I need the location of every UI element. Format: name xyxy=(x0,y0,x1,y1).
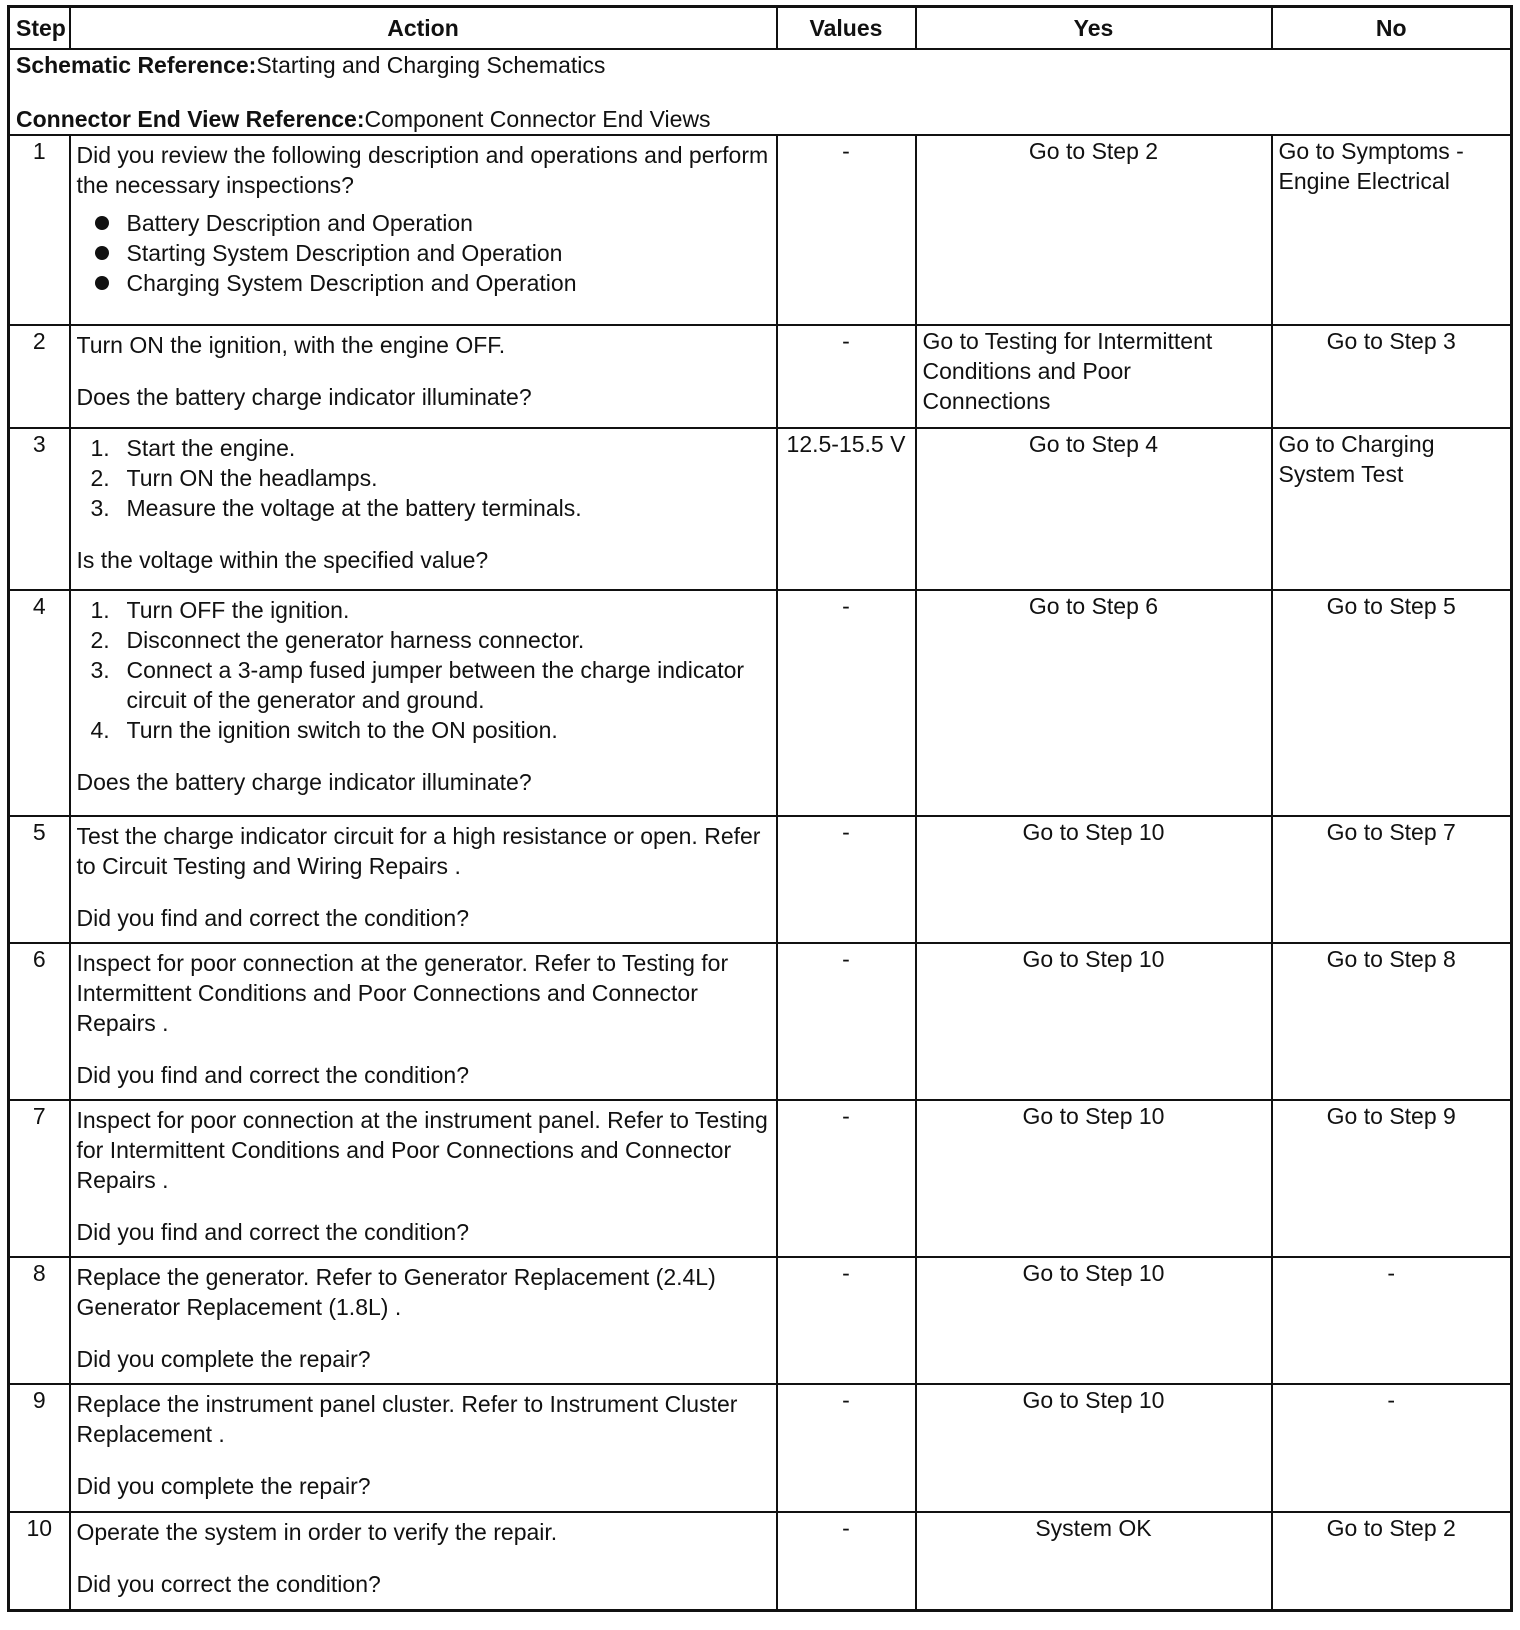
no-link[interactable]: Go to Step 5 xyxy=(1326,593,1456,619)
no-cell xyxy=(1272,943,1512,1100)
no-link[interactable]: Go to Symptoms - Engine Electrical xyxy=(1278,138,1464,194)
no-cell xyxy=(1272,816,1512,943)
no-link[interactable]: Go to Step 7 xyxy=(1326,819,1456,845)
no-cell xyxy=(1272,135,1512,325)
value-cell: - xyxy=(777,135,916,325)
no-cell xyxy=(1272,1512,1512,1610)
table-row xyxy=(9,1512,1512,1610)
yes-cell xyxy=(916,1257,1272,1384)
table-row xyxy=(9,816,1512,943)
action-cell xyxy=(70,816,777,943)
action-question: Did you complete the repair? xyxy=(76,1346,371,1372)
no-link[interactable]: Go to Step 3 xyxy=(1326,328,1456,354)
connector-reference xyxy=(16,104,1504,134)
action-intro: Did you review the following description and operations and perform the necessary inspections? xyxy=(76,142,769,198)
diagnostic-table xyxy=(7,5,1513,1612)
table-row xyxy=(9,428,1512,590)
yes-cell xyxy=(916,135,1272,325)
yes-value: System OK xyxy=(1035,1515,1152,1541)
connector-reference-link[interactable]: Component Connector End Views xyxy=(364,106,711,132)
reference-row xyxy=(9,49,1512,135)
no-cell xyxy=(1272,590,1512,816)
no-cell xyxy=(1272,1100,1512,1257)
yes-cell xyxy=(916,1384,1272,1512)
yes-cell xyxy=(916,428,1272,590)
action-question: Did you find and correct the condition? xyxy=(76,1219,470,1245)
yes-link[interactable]: Go to Step 10 xyxy=(1022,1387,1165,1413)
action-question: Does the battery charge indicator illuminate? xyxy=(76,384,532,410)
schematic-reference xyxy=(16,50,1504,80)
value-cell: - xyxy=(777,1100,916,1257)
list-item: 2. Disconnect the generator harness connector. xyxy=(90,627,585,653)
value-cell: - xyxy=(777,325,916,428)
action-intro: Test the charge indicator circuit for a high resistance or open. Refer to Circuit Testing and Wiring Repairs . xyxy=(76,823,761,879)
action-cell xyxy=(70,1257,777,1384)
action-question: Did you find and correct the condition? xyxy=(76,1062,470,1088)
yes-cell xyxy=(916,1100,1272,1257)
value-cell: - xyxy=(777,1384,916,1512)
list-item: 2. Turn ON the headlamps. xyxy=(90,465,378,491)
step-number: 3 xyxy=(9,428,70,590)
yes-cell xyxy=(916,590,1272,816)
connector-reference-label: Connector End View Reference: xyxy=(16,106,365,132)
no-link[interactable]: Go to Step 2 xyxy=(1326,1515,1456,1541)
yes-cell xyxy=(916,1512,1272,1610)
bullet-list xyxy=(77,208,770,298)
action-cell xyxy=(70,325,777,428)
action-cell xyxy=(70,1100,777,1257)
no-link[interactable]: Go to Step 8 xyxy=(1326,946,1456,972)
no-value: - xyxy=(1387,1260,1396,1286)
list-item: 3. Measure the voltage at the battery terminals. xyxy=(90,495,582,521)
header-action: Action xyxy=(70,7,777,50)
step-number: 4 xyxy=(9,590,70,816)
no-cell xyxy=(1272,325,1512,428)
table-row xyxy=(9,135,1512,325)
numbered-list xyxy=(77,433,770,523)
table-row xyxy=(9,590,1512,816)
table-row xyxy=(9,943,1512,1100)
list-item: Battery Description and Operation xyxy=(77,208,770,238)
value-cell: - xyxy=(777,943,916,1100)
yes-link[interactable]: Go to Step 10 xyxy=(1022,946,1165,972)
action-question: Does the battery charge indicator illuminate? xyxy=(76,769,532,795)
yes-link[interactable]: Go to Step 10 xyxy=(1022,1103,1165,1129)
yes-cell xyxy=(916,943,1272,1100)
list-item: 4. Turn the ignition switch to the ON position. xyxy=(90,717,558,743)
action-intro: Turn ON the ignition, with the engine OFF. xyxy=(76,332,506,358)
yes-link[interactable]: Go to Step 10 xyxy=(1022,1260,1165,1286)
no-cell xyxy=(1272,1384,1512,1512)
reference-cell xyxy=(9,49,1512,135)
list-item: 1. Start the engine. xyxy=(90,435,296,461)
action-question: Did you complete the repair? xyxy=(76,1473,371,1499)
header-yes: Yes xyxy=(916,7,1272,50)
action-cell xyxy=(70,943,777,1100)
value-cell: - xyxy=(777,1512,916,1610)
action-cell xyxy=(70,1384,777,1512)
bullet-icon xyxy=(95,246,109,260)
table-row xyxy=(9,1257,1512,1384)
step-number: 9 xyxy=(9,1384,70,1512)
yes-link[interactable]: Go to Step 2 xyxy=(1028,138,1159,164)
yes-link[interactable]: Go to Step 4 xyxy=(1028,431,1159,457)
schematic-reference-link[interactable]: Starting and Charging Schematics xyxy=(256,52,606,78)
action-intro: Operate the system in order to verify the repair. xyxy=(76,1519,558,1545)
header-no: No xyxy=(1272,7,1512,50)
step-number: 2 xyxy=(9,325,70,428)
action-intro: Replace the instrument panel cluster. Refer to Instrument Cluster Replacement . xyxy=(76,1391,738,1447)
action-question: Did you correct the condition? xyxy=(76,1571,381,1597)
yes-link[interactable]: Go to Step 10 xyxy=(1022,819,1165,845)
yes-cell xyxy=(916,816,1272,943)
schematic-reference-label: Schematic Reference: xyxy=(16,52,257,78)
step-number: 7 xyxy=(9,1100,70,1257)
action-cell xyxy=(70,428,777,590)
step-number: 5 xyxy=(9,816,70,943)
value-cell: - xyxy=(777,1257,916,1384)
action-cell xyxy=(70,1512,777,1610)
yes-link[interactable]: Go to Testing for Intermittent Conditions and Poor Connections xyxy=(922,328,1213,414)
no-cell xyxy=(1272,428,1512,590)
list-item: Starting System Description and Operation xyxy=(77,238,770,268)
yes-link[interactable]: Go to Step 6 xyxy=(1028,593,1159,619)
step-number: 1 xyxy=(9,135,70,325)
list-item: 3. Connect a 3-amp fused jumper between the charge indicator circuit of the generator and ground. xyxy=(90,657,745,713)
value-cell: 12.5-15.5 V xyxy=(777,428,916,590)
action-intro: Inspect for poor connection at the instrument panel. Refer to Testing for Intermittent Conditions and Poor Connections and Connector Repairs . xyxy=(76,1107,768,1193)
list-item: Charging System Description and Operation xyxy=(77,268,770,298)
table-row xyxy=(9,1100,1512,1257)
no-value: - xyxy=(1387,1387,1396,1413)
list-item: 1. Turn OFF the ignition. xyxy=(90,597,350,623)
value-cell: - xyxy=(777,816,916,943)
action-intro: Replace the generator. Refer to Generator Replacement (2.4L) Generator Replacement (1.8L) . xyxy=(76,1264,716,1320)
header-step: Step xyxy=(9,7,70,50)
header-values: Values xyxy=(777,7,916,50)
action-cell xyxy=(70,590,777,816)
action-cell xyxy=(70,135,777,325)
no-cell xyxy=(1272,1257,1512,1384)
numbered-list xyxy=(77,595,770,745)
table-row xyxy=(9,1384,1512,1512)
no-link[interactable]: Go to Charging System Test xyxy=(1278,431,1435,487)
step-number: 8 xyxy=(9,1257,70,1384)
action-question: Is the voltage within the specified value? xyxy=(76,547,489,573)
step-number: 10 xyxy=(9,1512,70,1610)
step-number: 6 xyxy=(9,943,70,1100)
action-intro: Inspect for poor connection at the generator. Refer to Testing for Intermittent Conditions and Poor Connections and Connector Repairs . xyxy=(76,950,729,1036)
no-link[interactable]: Go to Step 9 xyxy=(1326,1103,1456,1129)
table-row xyxy=(9,325,1512,428)
action-question: Did you find and correct the condition? xyxy=(76,905,470,931)
value-cell: - xyxy=(777,590,916,816)
header-row xyxy=(9,7,1512,50)
bullet-icon xyxy=(95,216,109,230)
bullet-icon xyxy=(95,276,109,290)
yes-cell xyxy=(916,325,1272,428)
